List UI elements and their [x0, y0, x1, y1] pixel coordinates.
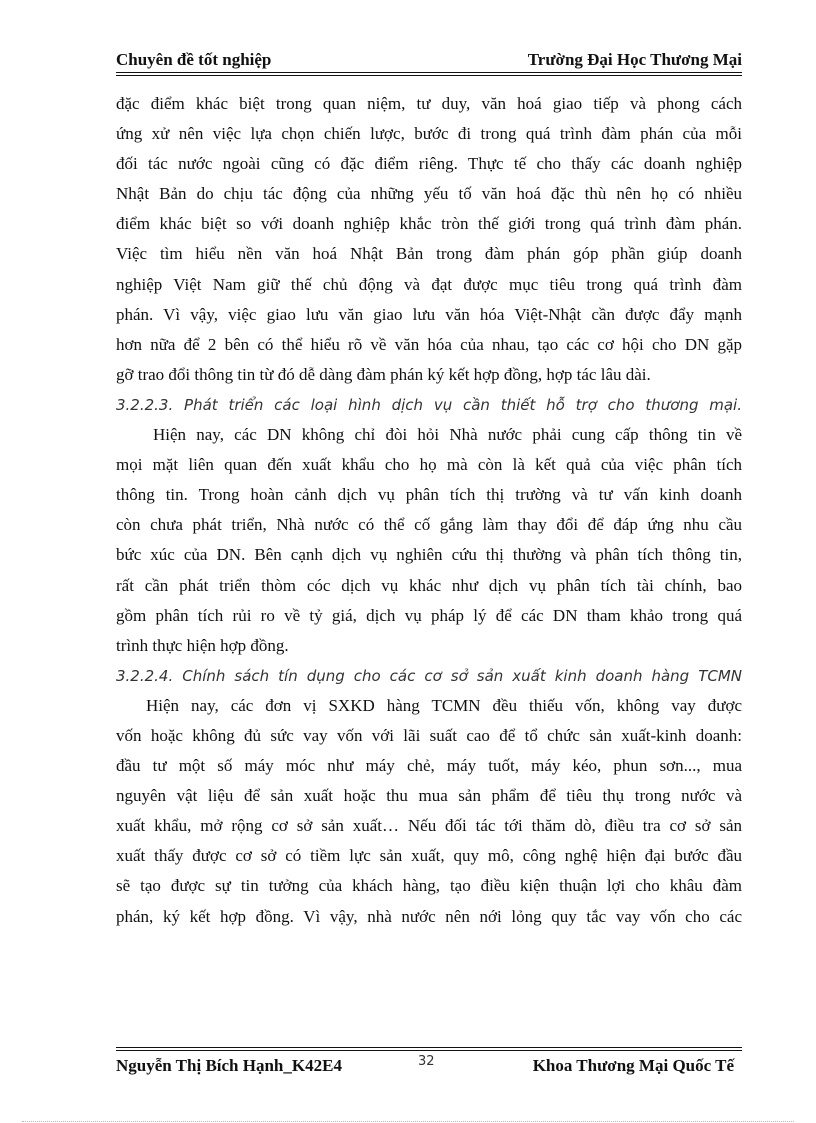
- page-edge-dotted-line: [22, 1121, 794, 1122]
- text-line: thông tin. Trong hoàn cảnh dịch vụ phân tích thị trường và tư vấn kinh doanh: [116, 485, 742, 505]
- section-heading-3-2-2-4: 3.2.2.4. Chính sách tín dụng cho các cơ sở sản xuất kinh doanh hàng TCMN: [116, 666, 742, 685]
- page-number: 32: [418, 1054, 435, 1069]
- text-line: đối tác nước ngoài cũng có đặc điểm riêng. Thực tế cho thấy các doanh nghiệp: [116, 154, 742, 174]
- header-rule: [116, 72, 742, 73]
- text-line: nguyên vật liệu để sản xuất hoặc thu mua sản phẩm để tiêu thụ trong nước và: [116, 786, 742, 806]
- text-line: vốn hoặc không đủ sức vay vốn với lãi suất cao để tổ chức sản xuất-kinh doanh:: [116, 725, 742, 745]
- footer-rule-thin: [116, 1047, 742, 1048]
- text-line: xuất khẩu, mở rộng cơ sở sản xuất… Nếu đối tác tới thăm dò, điều tra cơ sở sản: [116, 816, 742, 836]
- text-line: Hiện nay, các đơn vị SXKD hàng TCMN đều thiếu vốn, không vay được: [146, 695, 742, 715]
- text-line: đầu tư một số máy móc như máy chẻ, máy tuốt, máy kéo, phun sơn..., mua: [116, 756, 742, 776]
- text-line: đặc điểm khác biệt trong quan niệm, tư duy, văn hoá giao tiếp và phong cách: [116, 94, 742, 113]
- header-university: Trường Đại Học Thương Mại: [527, 50, 742, 69]
- text-line: mọi mặt liên quan đến xuất khẩu cho họ mà còn là kết quả của việc phân tích: [116, 455, 742, 475]
- text-line: phán, ký kết hợp đồng. Vì vậy, nhà nước nên nới lỏng quy tắc vay vốn cho các: [116, 906, 742, 926]
- text-line: điểm khác biệt so với doanh nghiệp khắc tròn thế giới trong quá trình đàm phán.: [116, 214, 742, 234]
- section-heading-3-2-2-3: 3.2.2.3. Phát triển các loại hình dịch vụ cần thiết hỗ trợ cho thương mại.: [116, 395, 742, 414]
- text-line: hơn nữa để 2 bên có thể hiểu rõ về văn hóa của nhau, tạo các cơ hội cho DN gặp: [116, 334, 742, 354]
- header-thesis-title: Chuyên đề tốt nghiệp: [116, 50, 272, 69]
- text-line: bức xúc của DN. Bên cạnh dịch vụ nghiên cứu thị thường và phân tích thông tin,: [116, 545, 742, 565]
- text-line: phán. Vì vậy, việc giao lưu văn giao lưu văn hóa Việt-Nhật cần được đẩy mạnh: [116, 304, 742, 324]
- page-body: [116, 89, 742, 932]
- text-line: nghiệp Việt Nam giữ thế chủ động và đạt được mục tiêu trong quá trình đàm: [116, 274, 742, 294]
- text-line: Việc tìm hiểu nền văn hoá Nhật Bản trong đàm phán góp phần giúp doanh: [116, 244, 742, 264]
- footer-rule: [116, 1050, 742, 1051]
- text-line: còn chưa phát triển, Nhà nước có thể cố gắng làm thay đổi để đáp ứng nhu cầu: [116, 515, 742, 535]
- header-rule-thin: [116, 75, 742, 76]
- text-line: xuất thấy được cơ sở có tiềm lực sản xuất, quy mô, công nghệ hiện đại bước đầu: [116, 846, 742, 866]
- text-line: Nhật Bản do chịu tác động của những yếu tố văn hoá đặc thù nên họ có nhiều: [116, 184, 742, 204]
- text-line: gồm phân tích rủi ro về tỷ giá, dịch vụ pháp lý để các DN tham khảo trong quá: [116, 605, 742, 625]
- text-line: Hiện nay, các DN không chỉ đòi hỏi Nhà nước phải cung cấp thông tin về: [153, 425, 742, 445]
- text-line: rất cần phát triển thòm cóc dịch vụ khác như dịch vụ phân tích tài chính, bao: [116, 575, 742, 595]
- paragraph-support-services: [116, 420, 742, 661]
- paragraph-cultural-differences: [116, 89, 742, 390]
- text-line: ứng xử nên việc lựa chọn chiến lược, bước đi trong quá trình đàm phán của mỗi: [116, 124, 742, 144]
- text-line: sẽ tạo được sự tin tưởng của khách hàng, tạo điều kiện thuận lợi cho khâu đàm: [116, 876, 742, 896]
- paragraph-credit-policy: [116, 691, 742, 932]
- page-footer: [116, 1054, 742, 1078]
- text-line: trình thực hiện hợp đồng.: [116, 635, 289, 655]
- text-line: gỡ trao đổi thông tin từ đó dễ dàng đàm phán ký kết hợp đồng, hợp tác lâu dài.: [116, 364, 651, 384]
- footer-faculty: Khoa Thương Mại Quốc Tế: [532, 1056, 734, 1075]
- page-header: [116, 50, 742, 72]
- footer-author: Nguyễn Thị Bích Hạnh_K42E4: [116, 1056, 342, 1075]
